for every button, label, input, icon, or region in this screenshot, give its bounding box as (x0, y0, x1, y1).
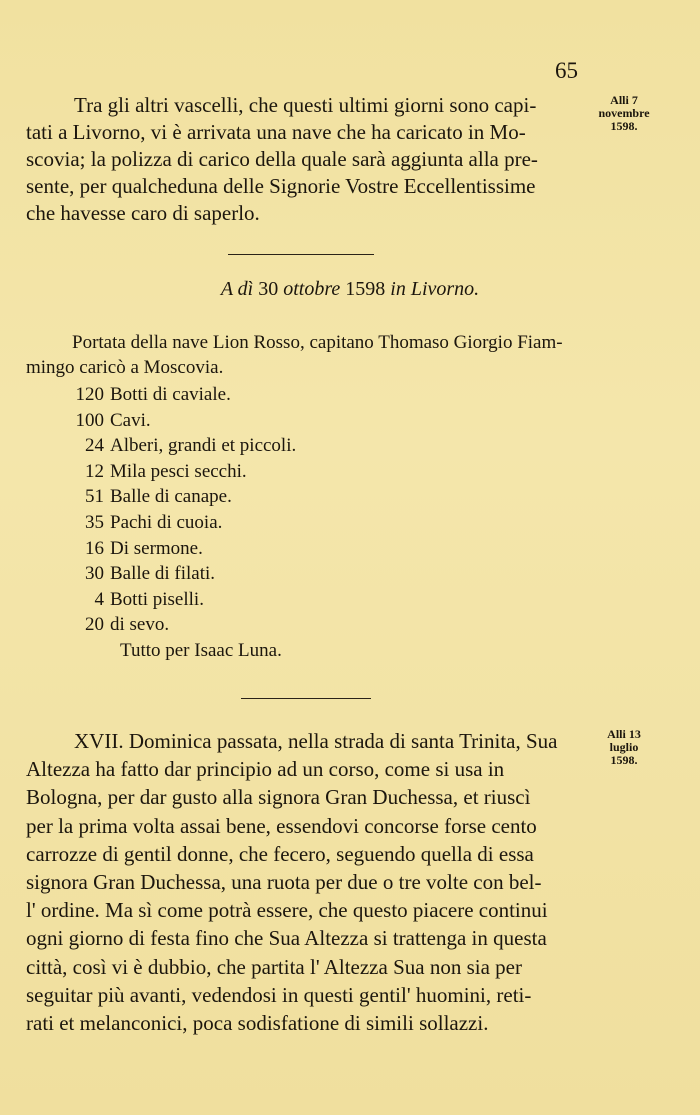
item-description: Mila pesci secchi. (110, 460, 247, 482)
item-quantity: 120 (75, 384, 104, 405)
heading-part: A dì (220, 278, 254, 300)
list-item-closing (70, 638, 296, 664)
list-item (70, 408, 296, 434)
list-item (70, 536, 296, 562)
margin-note-line: luglio (609, 740, 639, 754)
text-line: signora Gran Duchessa, una ruota per due o tre volte con bel- (26, 870, 542, 895)
list-item (70, 510, 296, 536)
item-quantity: 4 (94, 588, 104, 610)
cargo-list (70, 382, 296, 664)
item-quantity: 30 (85, 563, 104, 585)
item-quantity: 12 (85, 460, 104, 482)
text-line: che havesse caro di saperlo. (26, 201, 260, 225)
heading-part: ottobre (283, 278, 341, 300)
list-item (70, 382, 296, 408)
margin-note-line: Alli 13 (607, 727, 641, 741)
item-description: Cavi. (110, 409, 151, 431)
list-item (70, 612, 296, 638)
item-description: Botti di caviale. (110, 384, 231, 405)
item-description: Balle di canape. (110, 486, 232, 508)
text-line: seguitar più avanti, vedendosi in questi gentil' huomini, reti- (26, 982, 532, 1007)
item-description: Botti piselli. (110, 588, 204, 610)
text-line: Portata della nave Lion Rosso, capitano Thomaso Giorgio Fiam- (72, 332, 563, 353)
item-description: Balle di filati. (110, 563, 216, 585)
item-quantity: 24 (85, 435, 104, 457)
text-line: XVII. Dominica passata, nella strada di santa Trinita, Sua (74, 729, 558, 753)
text-line: per la prima volta assai bene, essendovi concorse forse cento (26, 813, 537, 838)
list-item (70, 433, 296, 459)
cargo-heading (0, 278, 700, 301)
margin-note-date-2 (584, 728, 664, 767)
page-number: 65 (555, 58, 578, 83)
margin-note-line: 1598. (610, 753, 638, 767)
item-description: Di sermone. (110, 537, 203, 559)
closing-text: Tutto per Isaac Luna. (120, 639, 282, 661)
item-description: Alberi, grandi et piccoli. (110, 435, 297, 457)
text-line: tati a Livorno, vi è arrivata una nave che ha caricato in Mo- (26, 120, 526, 144)
text-line: città, così vi è dubbio, che partita l' Altezza Sua non sia per (26, 954, 522, 979)
heading-part: 1598 (345, 278, 386, 300)
text-line-content: Tra gli altri vascelli, che questi ultimi giorni sono capi- (74, 93, 537, 117)
item-quantity: 20 (85, 614, 104, 636)
margin-note-line: novembre (598, 106, 650, 120)
list-item (70, 587, 296, 613)
list-item (70, 484, 296, 510)
margin-note-date-1 (584, 94, 664, 133)
text-line: carrozze di gentil donne, che fecero, seguendo quella di essa (26, 841, 534, 866)
paragraph-xvii (26, 727, 578, 1037)
item-quantity: 16 (85, 537, 104, 559)
margin-note-line: Alli 7 (610, 93, 638, 107)
list-item (70, 459, 296, 485)
cargo-intro (26, 330, 578, 380)
text-line: l' ordine. Ma sì come potrà essere, che questo piacere continui (26, 898, 548, 923)
list-item (70, 561, 296, 587)
margin-note-line: 1598. (610, 119, 638, 133)
text-line: ogni giorno di festa fino che Sua Altezza si trattenga in questa (26, 926, 547, 951)
text-line: Altezza ha fatto dar principio ad un corso, come si usa in (26, 757, 505, 782)
divider-rule (241, 698, 371, 699)
text-line: mingo caricò a Moscovia. (26, 357, 224, 378)
text-line: scovia; la polizza di carico della quale sarà aggiunta alla pre- (26, 147, 538, 171)
divider-rule (228, 254, 374, 255)
item-description: di sevo. (110, 614, 170, 636)
text-line: sente, per qualcheduna delle Signorie Vostre Eccellentissime (26, 174, 536, 198)
item-quantity: 51 (85, 486, 104, 508)
item-quantity: 100 (75, 409, 104, 431)
item-quantity: 35 (85, 511, 104, 533)
text-line: rati et melanconici, poca sodisfatione di simili sollazzi. (26, 1011, 489, 1036)
text-line: Bologna, per dar gusto alla signora Gran Duchessa, et riuscì (26, 785, 531, 810)
heading-part: 30 (258, 278, 279, 300)
paragraph-intro (26, 92, 578, 227)
text-line (26, 92, 578, 119)
item-description: Pachi di cuoia. (110, 511, 223, 533)
heading-part: in Livorno. (390, 278, 480, 300)
